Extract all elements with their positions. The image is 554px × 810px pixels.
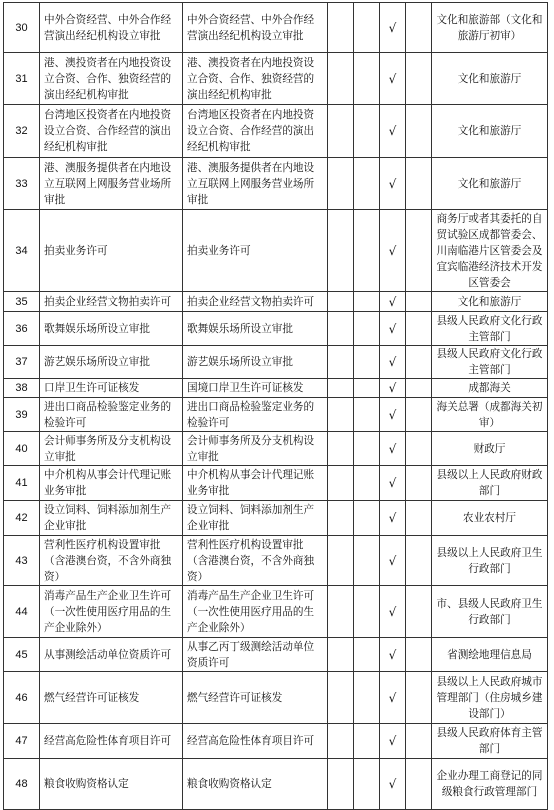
blank-cell [354,379,380,398]
item-name: 口岸卫生许可证核发 [40,379,183,398]
blank-cell [354,724,380,759]
item-name: 游艺娱乐场所设立审批 [40,346,183,379]
blank-cell [328,158,354,210]
blank-cell [354,398,380,432]
blank-cell [354,536,380,586]
blank-cell [328,536,354,586]
sub-item-name: 从事乙丙丁级测绘活动单位资质许可 [183,638,328,672]
check-mark: √ [380,759,406,810]
blank-cell [406,53,432,105]
table-row [4,724,548,759]
sub-item-name: 会计师事务所及分支机构设立审批 [183,432,328,466]
blank-cell [328,724,354,759]
blank-cell [354,53,380,105]
table-row [4,586,548,638]
approval-department: 企业办理工商登记的同级粮食行政管理部门 [432,759,548,810]
blank-cell [328,312,354,346]
sub-item-name: 中外合资经营、中外合作经营演出经纪机构设立审批 [183,3,328,53]
approval-department: 文化和旅游部（文化和旅游厅初审） [432,3,548,53]
blank-cell [406,672,432,724]
approval-department: 商务厅或者其委托的自贸试验区成都管委会、川南临港片区管委会及宜宾临港经济技术开发区管委会 [432,210,548,292]
table-row [4,312,548,346]
check-mark: √ [380,292,406,312]
check-mark: √ [380,312,406,346]
approval-department: 文化和旅游厅 [432,105,548,158]
row-number: 41 [4,466,40,501]
blank-cell [354,3,380,53]
table-row [4,501,548,536]
blank-cell [354,466,380,501]
approval-items-table [3,2,548,810]
check-mark: √ [380,53,406,105]
approval-department: 县级人民政府文化行政主管部门 [432,312,548,346]
approval-department: 县级以上人民政府卫生行政部门 [432,536,548,586]
blank-cell [328,210,354,292]
item-name: 燃气经营许可证核发 [40,672,183,724]
blank-cell [406,638,432,672]
check-mark: √ [380,379,406,398]
check-mark: √ [380,638,406,672]
row-number: 39 [4,398,40,432]
row-number: 47 [4,724,40,759]
blank-cell [328,346,354,379]
row-number: 42 [4,501,40,536]
blank-cell [328,3,354,53]
table-row [4,346,548,379]
check-mark: √ [380,466,406,501]
row-number: 34 [4,210,40,292]
blank-cell [406,346,432,379]
blank-cell [406,398,432,432]
table-row [4,105,548,158]
blank-cell [328,501,354,536]
sub-item-name: 燃气经营许可证核发 [183,672,328,724]
sub-item-name: 消毒产品生产企业卫生许可（一次性使用医疗用品的生产企业除外） [183,586,328,638]
item-name: 会计师事务所及分支机构设立审批 [40,432,183,466]
sub-item-name: 拍卖企业经营文物拍卖许可 [183,292,328,312]
sub-item-name: 粮食收购资格认定 [183,759,328,810]
sub-item-name: 港、澳投资者在内地投资设立合资、合作、独资经营的演出经纪机构审批 [183,53,328,105]
blank-cell [354,672,380,724]
blank-cell [406,501,432,536]
document-page [3,2,548,810]
approval-department: 省测绘地理信息局 [432,638,548,672]
blank-cell [406,466,432,501]
row-number: 37 [4,346,40,379]
item-name: 设立饲料、饲料添加剂生产企业审批 [40,501,183,536]
sub-item-name: 歌舞娱乐场所设立审批 [183,312,328,346]
table-row [4,53,548,105]
table-row [4,638,548,672]
item-name: 拍卖企业经营文物拍卖许可 [40,292,183,312]
approval-department: 农业农村厅 [432,501,548,536]
blank-cell [328,586,354,638]
item-name: 进出口商品检验鉴定业务的检验许可 [40,398,183,432]
check-mark: √ [380,724,406,759]
table-row [4,466,548,501]
row-number: 46 [4,672,40,724]
approval-department: 县级人民政府体育主管部门 [432,724,548,759]
table-row [4,210,548,292]
blank-cell [406,759,432,810]
sub-item-name: 国境口岸卫生许可证核发 [183,379,328,398]
blank-cell [354,210,380,292]
table-row [4,158,548,210]
sub-item-name: 拍卖业务许可 [183,210,328,292]
approval-department: 县级以上人民政府城市管理部门（住房城乡建设部门） [432,672,548,724]
row-number: 33 [4,158,40,210]
blank-cell [406,3,432,53]
blank-cell [328,379,354,398]
approval-department: 县级以上人民政府财政部门 [432,466,548,501]
item-name: 港、澳服务提供者在内地设立互联网上网服务营业场所审批 [40,158,183,210]
blank-cell [354,346,380,379]
item-name: 拍卖业务许可 [40,210,183,292]
blank-cell [328,432,354,466]
blank-cell [354,501,380,536]
approval-department: 财政厅 [432,432,548,466]
blank-cell [406,724,432,759]
item-name: 中介机构从事会计代理记账业务审批 [40,466,183,501]
item-name: 营利性医疗机构设置审批（含港澳台资，不含外商独资） [40,536,183,586]
item-name: 消毒产品生产企业卫生许可（一次性使用医疗用品的生产企业除外） [40,586,183,638]
sub-item-name: 设立饲料、饲料添加剂生产企业审批 [183,501,328,536]
row-number: 40 [4,432,40,466]
row-number: 31 [4,53,40,105]
approval-department: 海关总署（成都海关初审） [432,398,548,432]
blank-cell [406,292,432,312]
check-mark: √ [380,501,406,536]
table-row [4,3,548,53]
blank-cell [406,379,432,398]
item-name: 中外合资经营、中外合作经营演出经纪机构设立审批 [40,3,183,53]
row-number: 30 [4,3,40,53]
blank-cell [354,158,380,210]
blank-cell [328,638,354,672]
blank-cell [354,432,380,466]
sub-item-name: 港、澳服务提供者在内地设立互联网上网服务营业场所审批 [183,158,328,210]
check-mark: √ [380,398,406,432]
check-mark: √ [380,672,406,724]
check-mark: √ [380,105,406,158]
sub-item-name: 中介机构从事会计代理记账业务审批 [183,466,328,501]
item-name: 粮食收购资格认定 [40,759,183,810]
approval-department: 文化和旅游厅 [432,53,548,105]
row-number: 48 [4,759,40,810]
blank-cell [328,759,354,810]
check-mark: √ [380,210,406,292]
blank-cell [406,158,432,210]
row-number: 43 [4,536,40,586]
blank-cell [354,105,380,158]
sub-item-name: 进出口商品检验鉴定业务的检验许可 [183,398,328,432]
blank-cell [406,432,432,466]
item-name: 港、澳投资者在内地投资设立合资、合作、独资经营的演出经纪机构审批 [40,53,183,105]
blank-cell [354,586,380,638]
approval-department: 市、县级人民政府卫生行政部门 [432,586,548,638]
blank-cell [328,53,354,105]
blank-cell [406,105,432,158]
blank-cell [328,672,354,724]
check-mark: √ [380,586,406,638]
sub-item-name: 经营高危险性体育项目许可 [183,724,328,759]
check-mark: √ [380,158,406,210]
row-number: 44 [4,586,40,638]
sub-item-name: 台湾地区投资者在内地投资设立合资、合作经营的演出经纪机构审批 [183,105,328,158]
table-row [4,759,548,810]
blank-cell [354,638,380,672]
table-row [4,398,548,432]
approval-department: 成都海关 [432,379,548,398]
blank-cell [354,312,380,346]
item-name: 从事测绘活动单位资质许可 [40,638,183,672]
row-number: 38 [4,379,40,398]
blank-cell [328,466,354,501]
check-mark: √ [380,3,406,53]
blank-cell [406,210,432,292]
table-row [4,292,548,312]
check-mark: √ [380,536,406,586]
approval-department: 县级人民政府文化行政主管部门 [432,346,548,379]
blank-cell [406,586,432,638]
item-name: 歌舞娱乐场所设立审批 [40,312,183,346]
table-row [4,536,548,586]
table-row [4,432,548,466]
blank-cell [354,292,380,312]
blank-cell [328,398,354,432]
item-name: 台湾地区投资者在内地投资设立合资、合作经营的演出经纪机构审批 [40,105,183,158]
check-mark: √ [380,432,406,466]
row-number: 32 [4,105,40,158]
row-number: 36 [4,312,40,346]
sub-item-name: 营利性医疗机构设置审批（含港澳台资，不含外商独资） [183,536,328,586]
blank-cell [354,759,380,810]
approval-department: 文化和旅游厅 [432,292,548,312]
table-body [4,3,548,810]
approval-department: 文化和旅游厅 [432,158,548,210]
table-row [4,672,548,724]
sub-item-name: 游艺娱乐场所设立审批 [183,346,328,379]
item-name: 经营高危险性体育项目许可 [40,724,183,759]
row-number: 45 [4,638,40,672]
blank-cell [328,292,354,312]
row-number: 35 [4,292,40,312]
check-mark: √ [380,346,406,379]
blank-cell [328,105,354,158]
table-row [4,379,548,398]
blank-cell [406,536,432,586]
blank-cell [406,312,432,346]
